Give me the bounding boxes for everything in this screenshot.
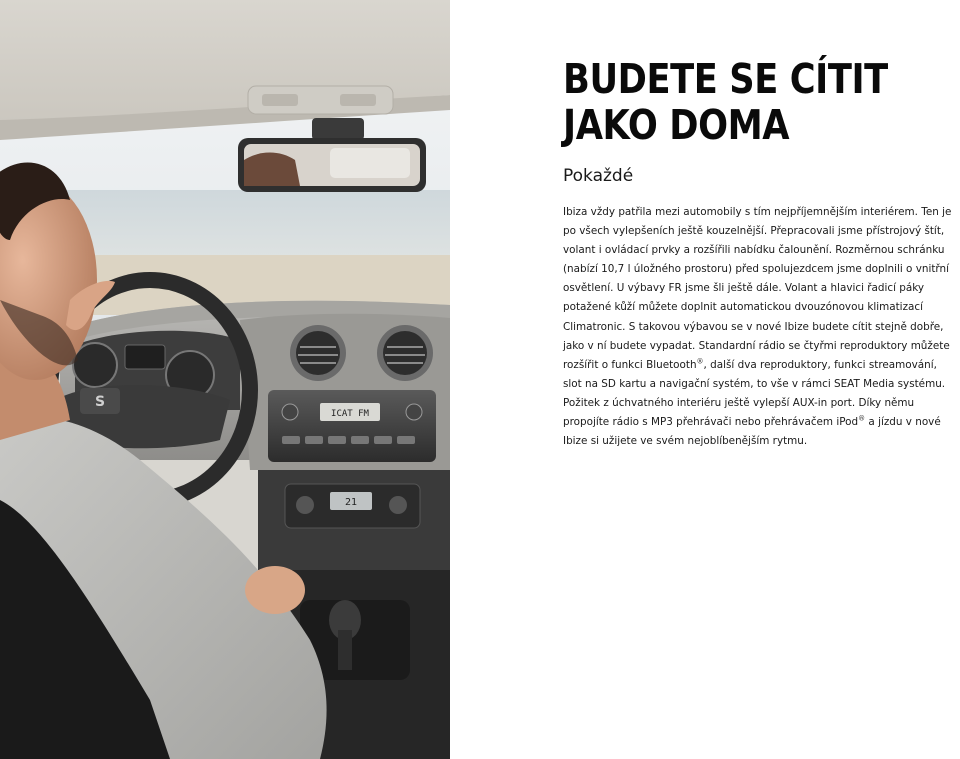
car-interior-illustration: [0, 0, 450, 759]
registered-mark: ®: [696, 357, 704, 366]
body-text-part-2: , další dva reproduktory, funkci streamování, slot na SD kartu a navigační systém, to vše v rámci SEAT Media systému. Požitek z úchvatného interiéru ještě vylepší AUX-in port. Díky němu propojíte rádio s MP3 přehrávači nebo přehrávačem iPod: [563, 358, 946, 429]
body-text-part-1: Ibiza vždy patřila mezi automobily s tím nejpříjemnějším interiérem. Ten je po všech vylepšeních ještě kouzelnější. Přepracovali jsme přístrojový štít, volant i ovládací prvky a rozšířili nabídku čalounění. Rozměrnou schránku (nabízí 10,7 l úložného prostoru) před spolujezdcem jsme doplnili o vnitřní osvětlení. U výbavy FR jsme šli ještě dále. Volant a hlavici řadicí páky potažené kůží můžete doplnit automatickou dvouzónovou klimatizací Climatronic. S takovou výbavou se v nové Ibize budete cítit stejně dobře, jako v ní budete vypadat. Standardní rádio se čtyřmi reproduktory můžete rozšířit o funkci Bluetooth: [563, 206, 952, 371]
registered-mark: ®: [858, 414, 866, 423]
article: [563, 56, 958, 451]
radio-display: ICAT FM: [331, 409, 369, 419]
headline-line-2: JAKO DOMA: [563, 101, 790, 149]
headline-line-1: BUDETE SE CÍTIT: [563, 55, 888, 103]
climate-display: 21: [344, 497, 358, 508]
seat-logo-icon: S: [94, 394, 106, 410]
subtitle: Pokaždé: [563, 166, 634, 186]
headline: [563, 56, 903, 148]
body-text-part-3: a jízdu v nové Ibize si užijete ve svém nejoblíbenějším rytmu.: [563, 416, 941, 448]
body-paragraph: [563, 203, 958, 451]
car-interior-photo: [0, 0, 450, 759]
